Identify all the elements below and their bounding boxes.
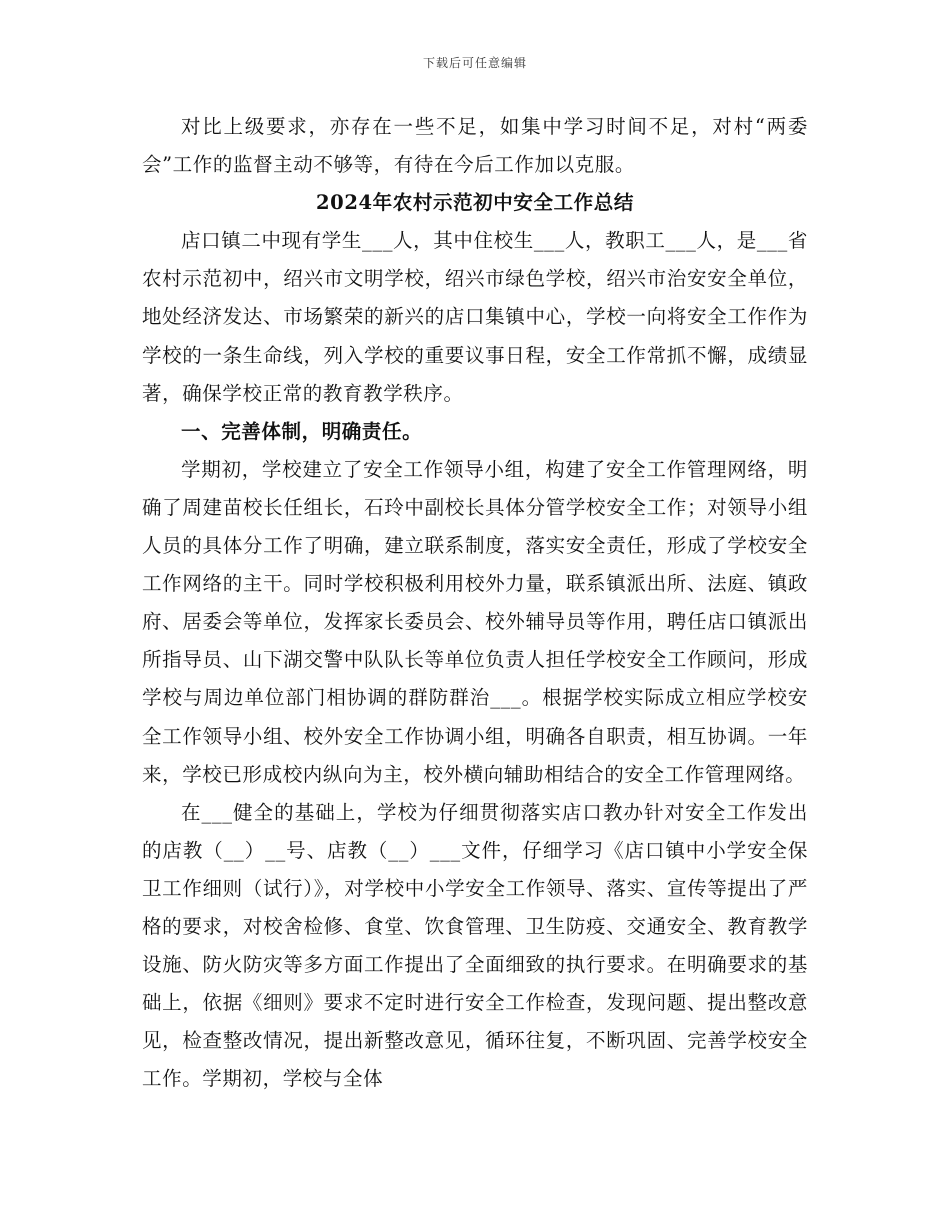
intro-paragraph: 对比上级要求，亦存在一些不足，如集中学习时间不足，对村“两委会”工作的监督主动不够等，有待在今后工作加以克服。 [142, 115, 808, 177]
document-body [142, 108, 808, 1098]
paragraph-leadership-network: 学期初，学校建立了安全工作领导小组，构建了安全工作管理网络，明确了周建苗校长任组长，石玲中副校长具体分管学校安全工作；对领导小组人员的具体分工作了明确，建立联系制度，落实安全责任，形成了学校安全工作网络的主干。同时学校积极利用校外力量，联系镇派出所、法庭、镇政府、居委会等单位，发挥家长委员会、校外辅导员等作用，聘任店口镇派出所指导员、山下湖交警中队队长等单位负责人担任学校安全工作顾问，形成学校与周边单位部门相协调的群防群治___。根据学校实际成立相应学校安全工作领导小组、校外安全工作协调小组，明确各自职责，相互协调。一年来，学校已形成校内纵向为主，校外横向辅助相结合的安全工作管理网络。 [142, 457, 808, 786]
paragraph-rules-implementation: 在___健全的基础上，学校为仔细贯彻落实店口教办针对安全工作发出的店教（__）__号、店教（__）___文件，仔细学习《店口镇中小学安全保卫工作细则（试行）》，对学校中小学安全工作领导、落实、宣传等提出了严格的要求，对校舍检修、食堂、饮食管理、卫生防疫、交通安全、教育教学设施、防火防灾等多方面工作提出了全面细致的执行要求。在明确要求的基础上，依据《细则》要求不定时进行安全工作检查，发现问题、提出整改意见，检查整改情况，提出新整改意见，循环往复，不断巩固、完善学校安全工作。学期初，学校与全体 [142, 800, 808, 1091]
page-header: 下载后可任意编辑 [422, 56, 527, 70]
document-title: 2024年农村示范初中安全工作总结 [316, 191, 634, 215]
section-heading-1: 一、完善体制，明确责任。 [181, 419, 423, 443]
paragraph-school-overview: 店口镇二中现有学生___人，其中住校生___人，教职工___人，是___省农村示范初中，绍兴市文明学校，绍兴市绿色学校，绍兴市治安安全单位，地处经济发达、市场繁荣的新兴的店口集镇中心，学校一向将安全工作作为学校的一条生命线，列入学校的重要议事日程，安全工作常抓不懈，成绩显著，确保学校正常的教育教学秩序。 [142, 229, 808, 405]
